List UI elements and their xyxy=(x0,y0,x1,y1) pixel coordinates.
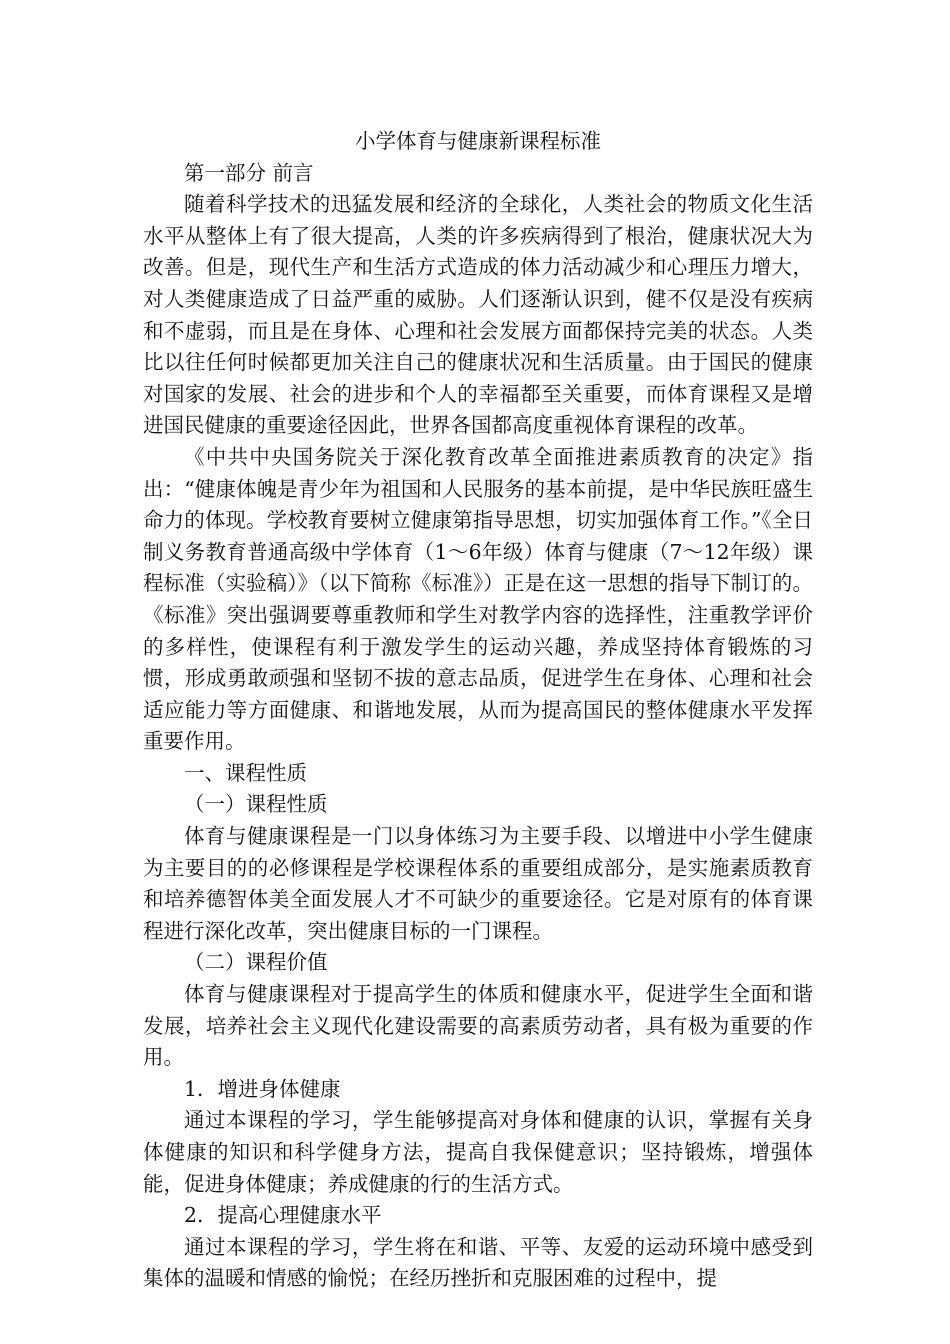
subsection-heading-course-nature: （一）课程性质 xyxy=(184,792,328,817)
paragraph-course-value: 体育与健康课程对于提高学生的体质和健康水平，促进学生全面和谐发展，培养社会主义现代化建设需要的高素质劳动者，具有极为重要的作用。 xyxy=(143,982,813,1070)
item-heading-mental-health: 2．提高心理健康水平 xyxy=(184,1203,382,1228)
paragraph-course-nature: 体育与健康课程是一门以身体练习为主要手段、以增进中小学生健康为主要目的的必修课程是学校课程体系的重要组成部分，是实施素质教育和培养德智体美全面发展人才不可缺少的重要途径。它是对原有的体育课程进行深化改革，突出健康目标的一门课程。 xyxy=(143,824,813,943)
document-page xyxy=(143,126,813,1295)
section-heading-part-one: 第一部分 前言 xyxy=(184,160,314,185)
subsection-heading-course-value: （二）课程价值 xyxy=(184,950,328,975)
paragraph-background: 随着科学技术的迅猛发展和经济的全球化，人类社会的物质文化生活水平从整体上有了很大提高，人类的许多疾病得到了根治，健康状况大为改善。但是，现代生产和生活方式造成的体力活动减少和心理压力增大，对人类健康造成了日益严重的威胁。人们逐渐认识到，健不仅是没有疾病和不虚弱，而且是在身体、心理和社会发展方面都保持完美的状态。人类比以往任何时候都更加关注自己的健康状况和生活质量。由于国民的健康对国家的发展、社会的进步和个人的幸福都至关重要，而体育课程又是增进国民健康的重要途径因此，世界各国都高度重视体育课程的改革。 xyxy=(143,192,813,438)
item-heading-physical-health: 1．增进身体健康 xyxy=(184,1076,341,1101)
document-title: 小学体育与健康新课程标准 xyxy=(355,129,601,153)
paragraph-central-decision: 《中共中央国务院关于深化教育改革全面推进素质教育的决定》指出：“健康体魄是青少年为祖国和人民服务的基本前提，是中华民族旺盛生命力的体现。学校教育要树立健康第指导思想，切实加强体育工作。”《全日制义务教育普通高级中学体育（1～6年级）体育与健康（7～12年级）课程标准（实验稿）》（以下简称《标准》）正是在这一思想的指导下制订的。《标准》突出强调要尊重教师和学生对教学内容的选择性，注重教学评价的多样性，使课程有利于激发学生的运动兴趣，养成坚持体育锻炼的习惯，形成勇敢顽强和坚韧不拔的意志品质，促进学生在身体、心理和社会适应能力等方面健康、和谐地发展，从而为提高国民的整体健康水平发挥重要作用。 xyxy=(143,444,813,754)
paragraph-physical-health: 通过本课程的学习，学生能够提高对身体和健康的认识，掌握有关身体健康的知识和科学健身方法，提高自我保健意识；坚持锻炼，增强体能，促进身体健康；养成健康的行的生活方式。 xyxy=(143,1108,813,1196)
section-heading-course-nature: 一、课程性质 xyxy=(184,760,307,785)
paragraph-mental-health: 通过本课程的学习，学生将在和谐、平等、友爱的运动环境中感受到集体的温暖和情感的愉悦；在经历挫折和克服困难的过程中，提 xyxy=(143,1234,813,1291)
